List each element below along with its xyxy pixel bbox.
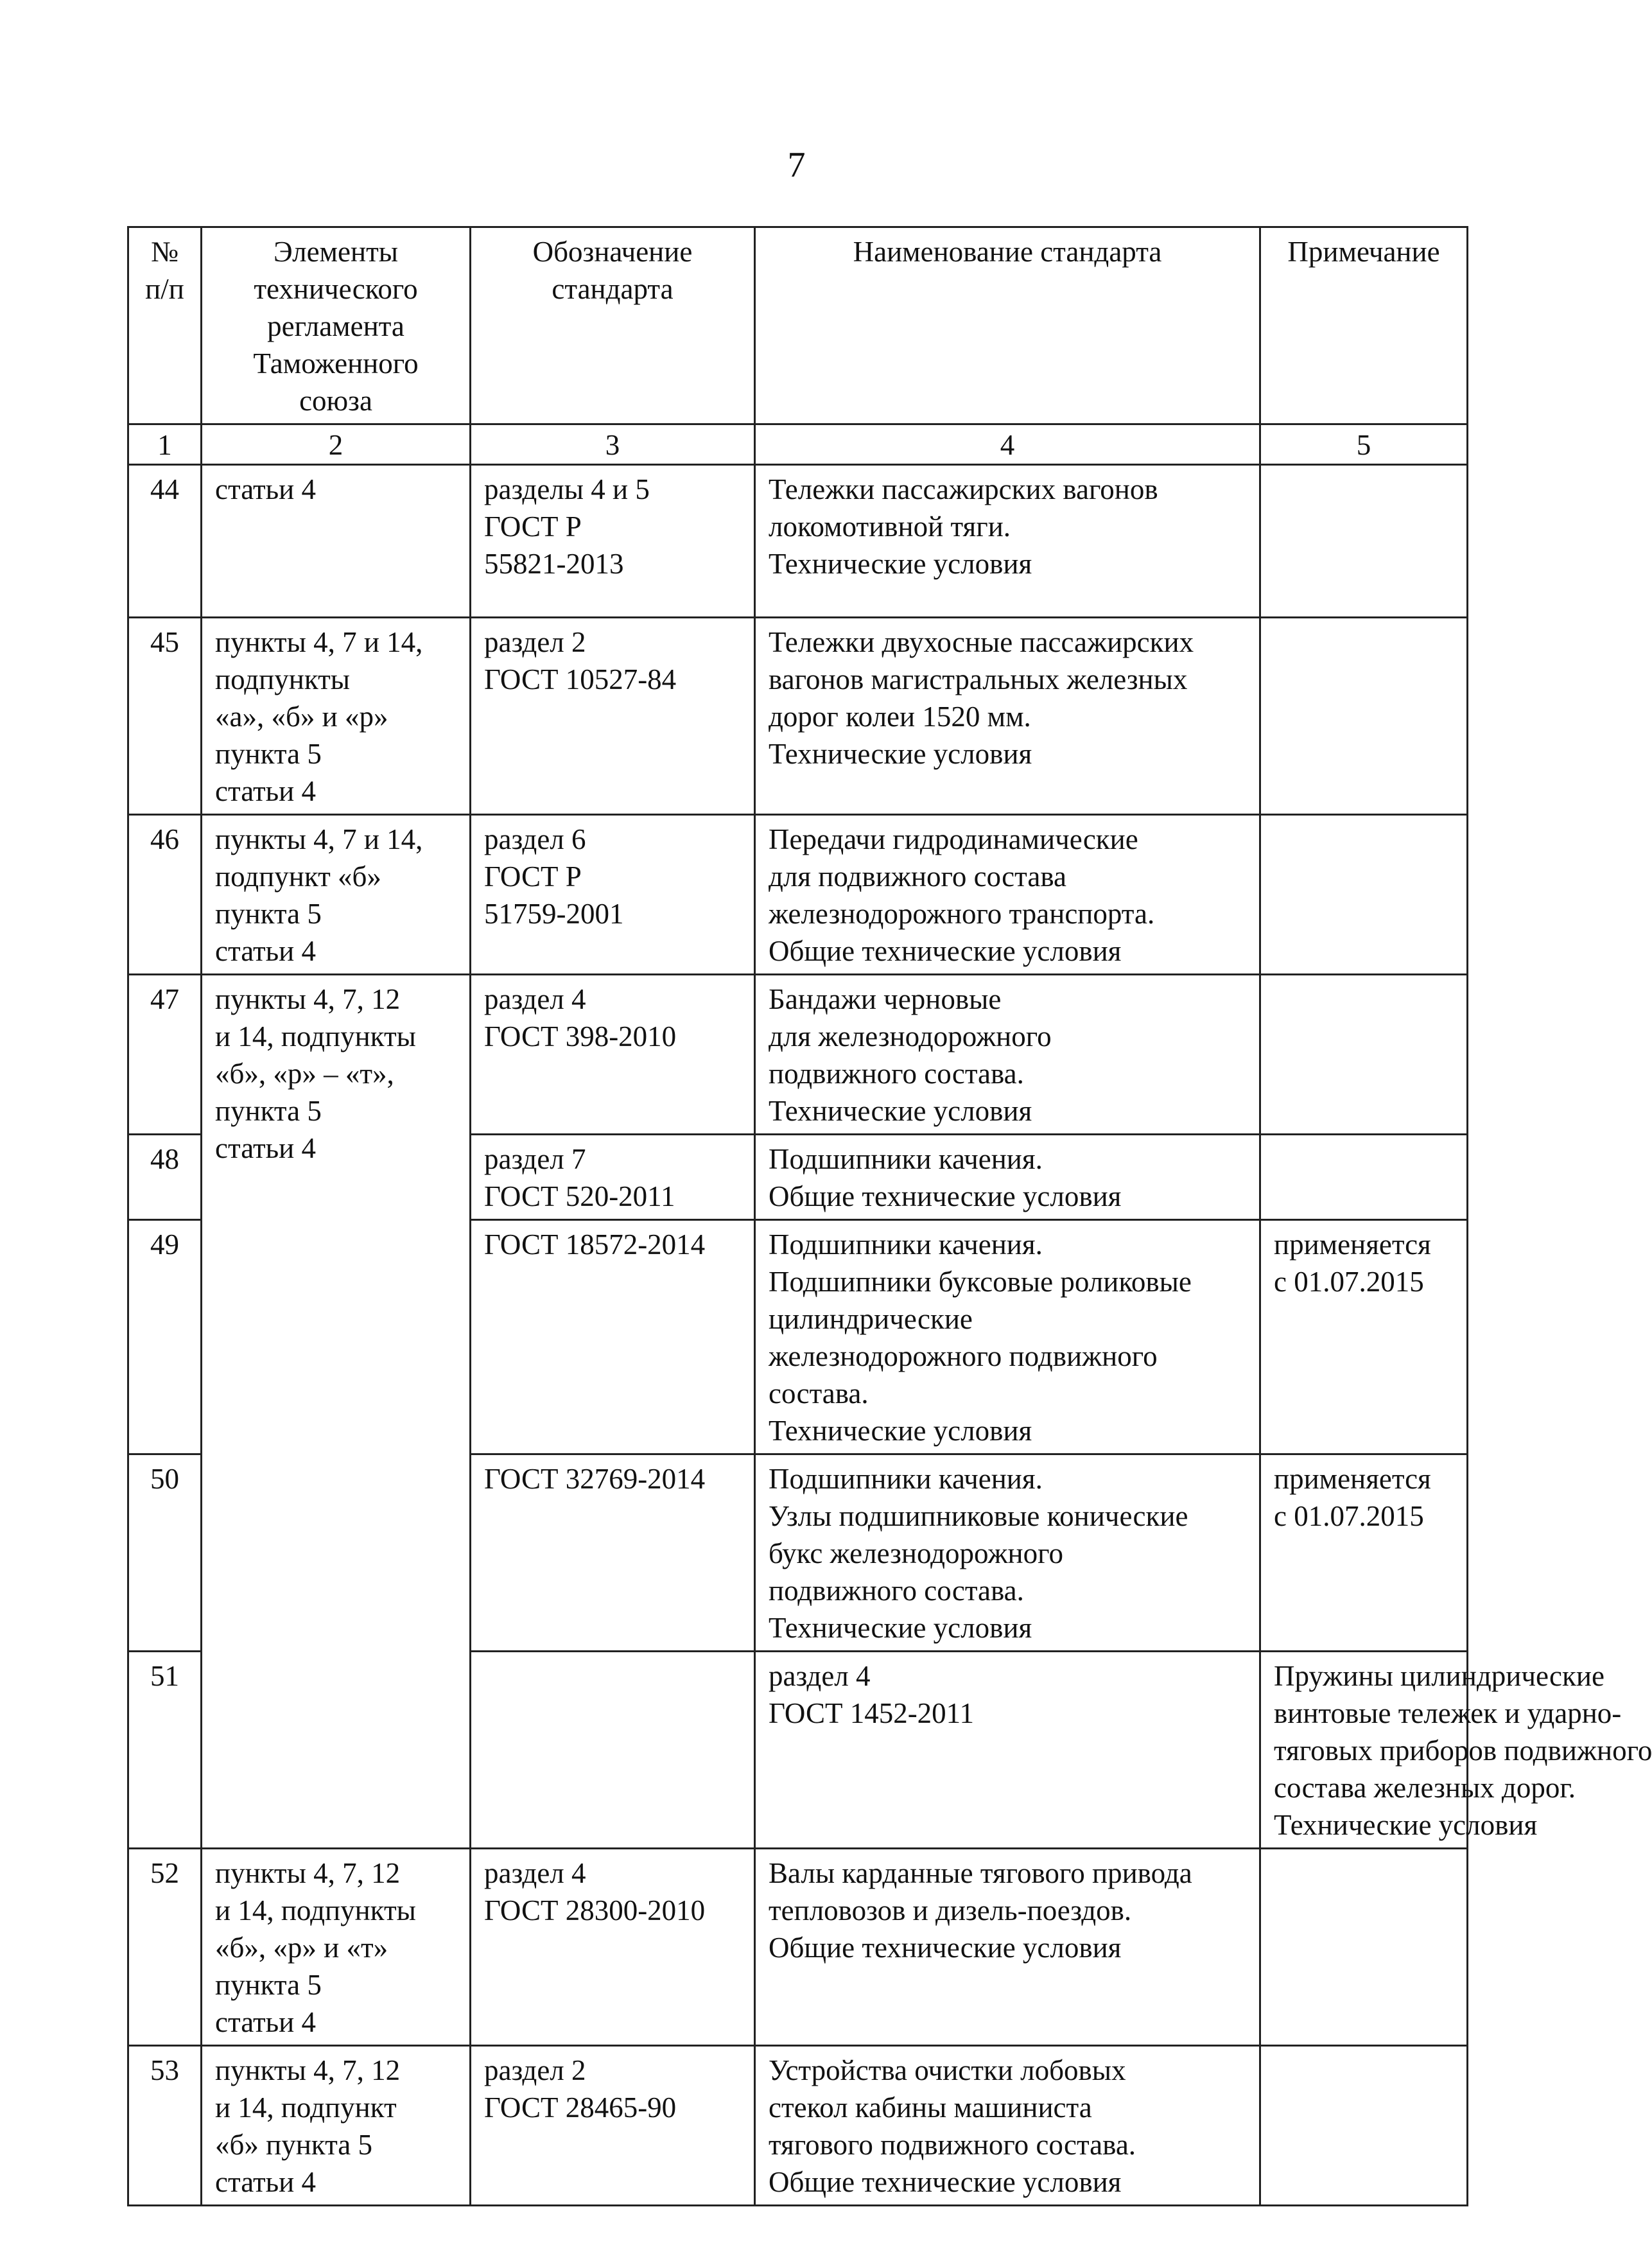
row-number: 49: [128, 1220, 202, 1454]
column-number: 2: [202, 424, 471, 465]
row-number: 48: [128, 1135, 202, 1220]
elements-cell: статьи 4: [202, 465, 471, 618]
note-cell: [1260, 1849, 1468, 2046]
designation-cell: ГОСТ 18572-2014: [471, 1220, 755, 1454]
column-number-row: [128, 424, 1468, 465]
standard-name-cell: Тележки двухосные пассажирских вагонов магистральных железных дорог колеи 1520 мм. Технические условия: [755, 618, 1260, 815]
note-cell: [1260, 2046, 1468, 2206]
designation-cell: ГОСТ 32769-2014: [471, 1454, 755, 1652]
designation-cell: разделы 4 и 5 ГОСТ Р 55821-2013: [471, 465, 755, 618]
row-number: 46: [128, 815, 202, 975]
note-cell: [1260, 815, 1468, 975]
elements-cell: пункты 4, 7, 12 и 14, подпункт «б» пункта 5 статьи 4: [202, 2046, 471, 2206]
column-number: 1: [128, 424, 202, 465]
standard-name-cell: Бандажи черновые для железнодорожного подвижного состава. Технические условия: [755, 975, 1260, 1135]
elements-cell: [471, 1652, 755, 1849]
designation-cell: раздел 6 ГОСТ Р 51759-2001: [471, 815, 755, 975]
designation-cell: раздел 2 ГОСТ 28465-90: [471, 2046, 755, 2206]
note-cell: применяется с 01.07.2015: [1260, 1454, 1468, 1652]
table-row: [128, 815, 1468, 975]
row-number: 53: [128, 2046, 202, 2206]
row-number: 44: [128, 465, 202, 618]
row-number: 51: [128, 1652, 202, 1849]
column-number: 4: [755, 424, 1260, 465]
designation-cell: раздел 4 ГОСТ 1452-2011: [755, 1652, 1260, 1849]
column-number: 3: [471, 424, 755, 465]
row-number: 47: [128, 975, 202, 1135]
row-number: 50: [128, 1454, 202, 1652]
table-row: [128, 2046, 1468, 2206]
standard-name-cell: Подшипники качения. Узлы подшипниковые конические букс железнодорожного подвижного состава. Технические условия: [755, 1454, 1260, 1652]
header-cell-number: № п/п: [128, 227, 202, 424]
note-cell: [1260, 975, 1468, 1135]
designation-cell: раздел 4 ГОСТ 398-2010: [471, 975, 755, 1135]
header-cell-note: Примечание: [1260, 227, 1468, 424]
designation-cell: раздел 7 ГОСТ 520-2011: [471, 1135, 755, 1220]
table-row: [128, 975, 1468, 1135]
standard-name-cell: Устройства очистки лобовых стекол кабины машиниста тягового подвижного состава. Общие технические условия: [755, 2046, 1260, 2206]
standard-name-cell: Валы карданные тягового привода тепловозов и дизель-поездов. Общие технические условия: [755, 1849, 1260, 2046]
elements-cell: пункты 4, 7, 12 и 14, подпункты «б», «р» и «т» пункта 5 статьи 4: [202, 1849, 471, 2046]
standard-name-cell: Пружины цилиндрические винтовые тележек и ударно- тяговых приборов подвижного состава железных дорог. Технические условия: [1260, 1652, 1468, 1849]
table-row: [128, 1849, 1468, 2046]
header-cell-designation: Обозначение стандарта: [471, 227, 755, 424]
designation-cell: раздел 4 ГОСТ 28300-2010: [471, 1849, 755, 2046]
column-number: 5: [1260, 424, 1468, 465]
elements-cell: пункты 4, 7 и 14, подпункты «а», «б» и «р» пункта 5 статьи 4: [202, 618, 471, 815]
header-cell-elements: Элементы технического регламента Таможенного союза: [202, 227, 471, 424]
standard-name-cell: Тележки пассажирских вагонов локомотивной тяги. Технические условия: [755, 465, 1260, 618]
note-cell: [1260, 1135, 1468, 1220]
header-row: [128, 227, 1468, 424]
table-row: [128, 618, 1468, 815]
standard-name-cell: Передачи гидродинамические для подвижного состава железнодорожного транспорта. Общие технические условия: [755, 815, 1260, 975]
elements-cell: пункты 4, 7 и 14, подпункт «б» пункта 5 статьи 4: [202, 815, 471, 975]
note-cell: применяется с 01.07.2015: [1260, 1220, 1468, 1454]
standards-table: [127, 226, 1652, 2206]
row-number: 52: [128, 1849, 202, 2046]
designation-cell: раздел 2 ГОСТ 10527-84: [471, 618, 755, 815]
note-cell: [1260, 465, 1468, 618]
table-row: [128, 465, 1468, 618]
standard-name-cell: Подшипники качения. Общие технические условия: [755, 1135, 1260, 1220]
note-cell: [1260, 618, 1468, 815]
standard-name-cell: Подшипники качения. Подшипники буксовые роликовые цилиндрические железнодорожного подвижного состава. Технические условия: [755, 1220, 1260, 1454]
elements-cell: пункты 4, 7, 12 и 14, подпункты «б», «р» – «т», пункта 5 статьи 4: [202, 975, 471, 1849]
page-number: 7: [787, 145, 806, 185]
row-number: 45: [128, 618, 202, 815]
header-cell-name: Наименование стандарта: [755, 227, 1260, 424]
